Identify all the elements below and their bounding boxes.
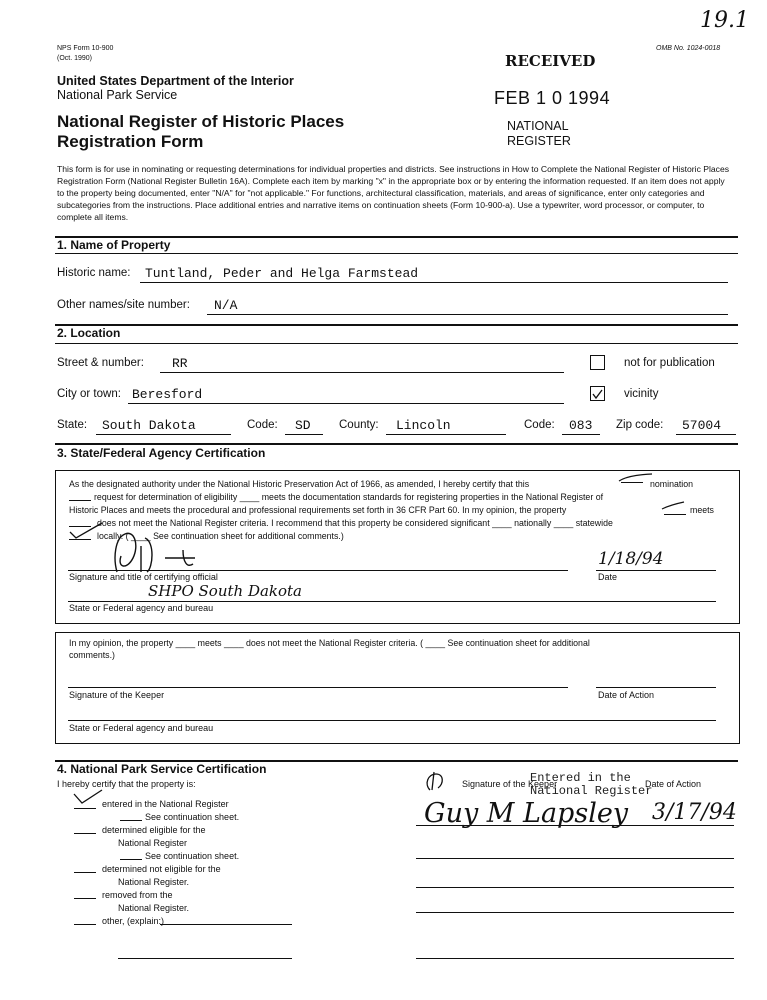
zip-field[interactable]: 57004 bbox=[682, 418, 722, 433]
stamp-register: REGISTER bbox=[507, 134, 571, 148]
action-date-label: Date of Action bbox=[598, 690, 655, 700]
check-mark-icon bbox=[591, 387, 604, 400]
item-eligible-label2: National Register bbox=[118, 838, 188, 848]
cert-line-3: Historic Places and meets the procedural and professional requirements set forth in 36 CFR Part 60. In my opinion, the property bbox=[69, 505, 567, 515]
form-number: NPS Form 10-900 bbox=[57, 45, 114, 52]
street-label: Street & number: bbox=[57, 357, 144, 369]
section4-heading: 4. National Park Service Certification bbox=[57, 762, 267, 776]
county-field[interactable]: Lincoln bbox=[396, 418, 451, 433]
signer-title: SHPO South Dakota bbox=[148, 582, 302, 600]
stamp-date: FEB 1 0 1994 bbox=[494, 88, 611, 108]
handwritten-number: 19.1 bbox=[700, 8, 749, 33]
cert-meets: meets bbox=[690, 505, 714, 515]
item-not-eligible-label: determined not eligible for the bbox=[102, 864, 221, 874]
state-field[interactable]: South Dakota bbox=[102, 418, 196, 433]
entered-stamp-line-2: National Register bbox=[530, 784, 653, 798]
stamp-national: NATIONAL bbox=[507, 119, 569, 133]
stamp-received: RECEIVED bbox=[505, 52, 596, 70]
form-subtitle: Registration Form bbox=[57, 132, 204, 151]
cert-line-1: As the designated authority under the National Historic Preservation Act of 1966, as amended, I hereby certify that this bbox=[69, 479, 530, 489]
vicinity-label: vicinity bbox=[624, 388, 659, 400]
street-field[interactable]: RR bbox=[172, 356, 188, 371]
cert-date-label: Date bbox=[598, 572, 618, 582]
omb-number: OMB No. 1024-0018 bbox=[656, 45, 721, 52]
not-for-publication-checkbox[interactable] bbox=[590, 355, 605, 370]
other-names-label: Other names/site number: bbox=[57, 299, 190, 311]
form-date: (Oct. 1990) bbox=[57, 55, 93, 62]
item-not-eligible-label2: National Register. bbox=[118, 877, 190, 887]
item-entered-label: entered in the National Register bbox=[102, 799, 229, 809]
other-names-field[interactable]: N/A bbox=[214, 298, 238, 313]
item-removed-label2: National Register. bbox=[118, 903, 190, 913]
city-label: City or town: bbox=[57, 388, 121, 400]
item-eligible-sub: See continuation sheet. bbox=[145, 851, 240, 861]
department-name: United States Department of the Interior bbox=[57, 74, 294, 88]
county-code-field[interactable]: 083 bbox=[569, 418, 593, 433]
agency2-label: State or Federal agency and bureau bbox=[69, 723, 214, 733]
vicinity-checkbox[interactable] bbox=[590, 386, 605, 401]
historic-name-field[interactable]: Tuntland, Peder and Helga Farmstead bbox=[145, 266, 419, 281]
section2-heading: 2. Location bbox=[57, 326, 121, 340]
instructions-paragraph: This form is for use in nominating or requesting determinations for individual properties and districts. See instructions in How to Complete the National Register of Historic Places Registration Form (National Register Bulletin 16A). Complete each item by marking "x" in the appropriate box or by entering the information requested. If an item does not apply to the property being documented, enter "N/A" for "not applicable." For functions, architectural classification, materials, and areas of significance, enter only categories and subcategories from the instructions. Place additional entries and narrative items on continuation sheets (Form 10-900-a). Use a typewriter, word processor, or computer, to complete all items. bbox=[57, 164, 730, 222]
cert-line-4: does not meet the National Register criteria. I recommend that this property be considered significant ____ nationally ____ statewide bbox=[97, 518, 613, 528]
cert-nomination: nomination bbox=[650, 479, 694, 489]
nps-date-action-label: Date of Action bbox=[645, 779, 702, 789]
county-code-label: Code: bbox=[524, 419, 555, 431]
opinion-line-1: In my opinion, the property ____ meets ____ does not meet the National Register criteria. ( ____ See continuation sheet for additional bbox=[69, 638, 590, 648]
nps-keeper-label: Signature of the Keeper bbox=[462, 779, 558, 789]
form-title: National Register of Historic Places bbox=[57, 112, 345, 131]
state-label: State: bbox=[57, 419, 88, 431]
agency-name: National Park Service bbox=[57, 88, 178, 102]
entered-stamp-line-1: Entered in the bbox=[530, 771, 631, 785]
state-code-field[interactable]: SD bbox=[295, 418, 311, 433]
not-for-publication-label: not for publication bbox=[624, 357, 715, 369]
section4-intro: I hereby certify that the property is: bbox=[57, 779, 196, 789]
meets-check-icon bbox=[660, 500, 686, 512]
cert-line-2: request for determination of eligibility ____ meets the documentation standards for registering properties in the National Register of bbox=[94, 492, 604, 502]
state-code-label: Code: bbox=[247, 419, 278, 431]
cert-agency-label: State or Federal agency and bureau bbox=[69, 603, 214, 613]
section1-heading: 1. Name of Property bbox=[57, 238, 171, 252]
entry-date: 3/17/94 bbox=[652, 800, 737, 825]
cert-signature-label: Signature and title of certifying official bbox=[69, 572, 218, 582]
city-field[interactable]: Beresford bbox=[132, 387, 203, 402]
cert-date-value: 1/18/94 bbox=[598, 549, 664, 569]
item-other-label: other, (explain:) bbox=[102, 916, 165, 926]
initials-mark bbox=[422, 770, 452, 792]
zip-label: Zip code: bbox=[616, 419, 664, 431]
item-removed-label: removed from the bbox=[102, 890, 173, 900]
historic-name-label: Historic name: bbox=[57, 267, 131, 279]
county-label: County: bbox=[339, 419, 379, 431]
opinion-line-2: comments.) bbox=[69, 650, 115, 660]
keeper-signature: Guy M Lapsley bbox=[424, 798, 629, 829]
cert-line-5: locally. ( ____ See continuation sheet for additional comments.) bbox=[97, 531, 344, 541]
keeper-signature-label: Signature of the Keeper bbox=[69, 690, 165, 700]
item-eligible-label: determined eligible for the bbox=[102, 825, 206, 835]
item-entered-sub: See continuation sheet. bbox=[145, 812, 240, 822]
section3-heading: 3. State/Federal Agency Certification bbox=[57, 446, 266, 460]
